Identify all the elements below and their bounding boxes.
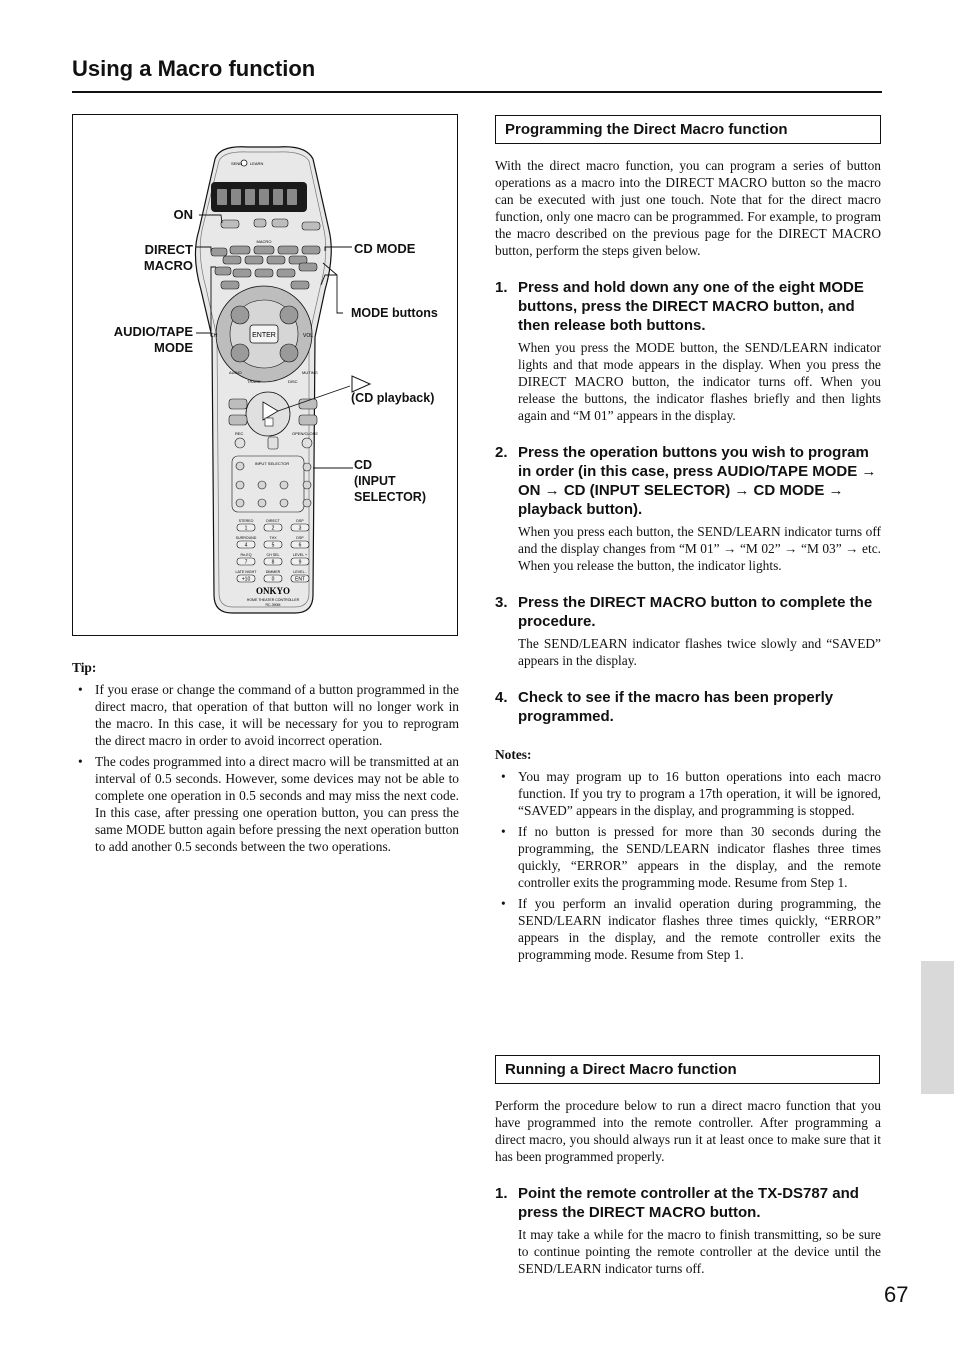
programming-step-1 xyxy=(495,278,881,424)
programming-intro: With the direct macro function, you can program a series of button operations as a macro into the DIRECT MACRO button so the macro can be executed with just one touch. Note that for the direct macro function, only one macro can be programmed. For example, to program the macro described on the previous page for the DIRECT MACRO button, perform the steps given below. xyxy=(495,158,881,258)
step-title: Press and hold down any one of the eight MODE buttons, press the DIRECT MACRO button, and then release both buttons. xyxy=(518,279,864,334)
keypad-function-label: THX xyxy=(269,536,277,540)
keypad-function-label: DIMMER xyxy=(265,570,281,574)
keypad-function-label: LEVEL - xyxy=(293,570,307,574)
keypad-function-label: SURROUND xyxy=(235,536,257,540)
callout-cd-line1: CD xyxy=(354,458,373,472)
callout-mode-buttons: MODE buttons xyxy=(351,306,438,320)
keypad-function-label: LATE NIGHT xyxy=(235,570,257,574)
remote-model: RC-390M xyxy=(265,603,281,607)
notes-list xyxy=(495,768,881,963)
step-number: 1. xyxy=(495,1185,508,1202)
step-body: When you press each button, the SEND/LEARN indicator turns off and the display changes from “M 01” → “M 02” → “M 03” → etc. When you release the button, the indicator lights. xyxy=(518,524,881,573)
callout-audio-tape-mode xyxy=(114,324,193,356)
tip-list xyxy=(72,681,459,855)
callout-cd-line2: (INPUT xyxy=(354,474,396,488)
vol-label: VOL xyxy=(303,333,314,339)
notes-title: Notes: xyxy=(495,747,532,762)
step-body: It may take a while for the macro to finish transmitting, so be sure to continue pointing the remote controller at the device until the SEND/LEARN indicator turns off. xyxy=(518,1227,881,1276)
keypad-key-label: 4 xyxy=(244,542,248,549)
programming-step-2 xyxy=(495,443,881,574)
keypad-key-label: 5 xyxy=(271,542,275,549)
keypad-key-label: 6 xyxy=(298,542,302,549)
running-section xyxy=(495,1097,881,1277)
note-item: • If you perform an invalid operation during programming, the SEND/LEARN indicator flashes three times quickly, “ERROR” appears in the display, and the remote controller exits the programming mode. Resume from Step 1. xyxy=(495,895,881,963)
keypad-function-label: DIRECT xyxy=(266,519,280,523)
tip-title: Tip: xyxy=(72,660,97,675)
running-heading: Running a Direct Macro function xyxy=(495,1055,880,1084)
callout-cd-mode: CD MODE xyxy=(354,241,416,256)
keypad-key-label: 9 xyxy=(298,559,302,566)
keypad-function-label: DSP xyxy=(296,519,304,523)
input-selector-label: INPUT SELECTOR xyxy=(254,461,290,466)
title-rule xyxy=(72,91,882,93)
remote-caption: HOME THEATER CONTROLLER xyxy=(246,598,300,602)
keypad-function-label: DSP xyxy=(296,536,304,540)
rec-label: REC xyxy=(235,431,244,436)
tip-section xyxy=(72,660,459,859)
callout-audio-tape-line1: AUDIO/TAPE xyxy=(113,324,193,339)
keypad-function-label: CH SEL xyxy=(266,553,280,557)
callout-direct-macro-line2: MACRO xyxy=(143,258,193,273)
muting-label: MUTING xyxy=(302,370,318,375)
running-step-1 xyxy=(495,1184,881,1277)
keypad-key-label: 1 xyxy=(244,525,248,532)
brand-logo: ONKYO xyxy=(255,586,291,596)
keypad-key-label: 0 xyxy=(271,576,275,583)
note-item: • You may program up to 16 button operations into each macro function. If you try to program a 17th operation, it will be ignored, “SAVED” appears in the display, and programming is stopped. xyxy=(495,768,881,819)
programming-step-3 xyxy=(495,593,881,669)
step-number: 2. xyxy=(495,444,508,461)
step-body: The SEND/LEARN indicator flashes twice slowly and “SAVED” appears in the display. xyxy=(518,636,881,668)
keypad-function-label: Re-EQ xyxy=(240,553,252,557)
ch-label: CH xyxy=(210,333,218,339)
step-body: When you press the MODE button, the SEND/LEARN indicator lights and that mode appears in the display. When you press the DIRECT MACRO button, the indicator turns off. When you release the buttons, the indicator flashes briefly and then lights again and “M 01” appears in the display. xyxy=(518,340,881,423)
step-number: 4. xyxy=(495,689,508,706)
keypad-key-label: 3 xyxy=(298,525,302,532)
remote-illustration xyxy=(73,115,459,637)
disc-label: DISC xyxy=(288,379,298,384)
callout-cd-playback: (CD playback) xyxy=(351,391,435,405)
tip-item: • If you erase or change the command of a button programmed in the direct macro, that operation of that button will no longer work in the macro. In this case, it will be necessary for you to reprogram the direct macro in order to avoid incorrect operation. xyxy=(72,681,459,749)
callout-direct-macro xyxy=(144,242,193,274)
track-label: TRACK xyxy=(247,379,261,384)
keypad-key-label: 8 xyxy=(271,559,275,566)
step-number: 1. xyxy=(495,279,508,296)
open-close-label: OPEN/CLOSE xyxy=(292,431,319,436)
svg-text:LEARN: LEARN xyxy=(250,161,264,166)
callout-direct-macro-line1: DIRECT xyxy=(144,242,193,257)
step-title: Point the remote controller at the TX-DS787 and press the DIRECT MACRO button. xyxy=(518,1185,859,1221)
running-intro: Perform the procedure below to run a direct macro function that you have programmed into the remote controller. After programming a direct macro, you should always run it at least once to make sure that it has been programmed properly. xyxy=(495,1098,881,1164)
step-title: Press the operation buttons you wish to program in order (in this case, press AUDIO/TAPE MODE → ON → CD (INPUT SELECTOR) → CD MODE → playback button). xyxy=(518,444,877,518)
callout-on: ON xyxy=(173,207,193,222)
tip-item: • The codes programmed into a direct macro will be transmitted at an interval of 0.5 seconds. However, some devices may not be able to complete one operation in 0.5 seconds and may miss the next code. In this case, after pressing one operation button, you can press the same MODE button again before pressing the next operation button to add another 0.5 seconds between the two operations. xyxy=(72,753,459,855)
note-item: • If no button is pressed for more than 30 seconds during the programming, the SEND/LEARN indicator flashes three times quickly, “ERROR” appears in the display, and the remote controller exits the programming mode. Resume from Step 1. xyxy=(495,823,881,891)
programming-section xyxy=(495,157,881,967)
keypad-function-label: LEVEL + xyxy=(292,553,308,557)
step-title: Check to see if the macro has been properly programmed. xyxy=(518,689,834,725)
enter-key-label: ENTER xyxy=(252,332,276,339)
programming-heading: Programming the Direct Macro function xyxy=(495,115,881,144)
callout-cd-input-selector xyxy=(354,457,426,505)
keypad-key-label: 7 xyxy=(244,559,248,566)
keypad-key-label: ENT xyxy=(295,576,305,583)
svg-text:SEND: SEND xyxy=(231,161,243,166)
svg-text:MACRO: MACRO xyxy=(256,239,272,244)
remote-figure xyxy=(72,114,458,636)
side-tab xyxy=(921,961,954,1094)
callout-cd-line3: SELECTOR) xyxy=(354,490,426,504)
step-number: 3. xyxy=(495,594,508,611)
step-title: Press the DIRECT MACRO button to complete the procedure. xyxy=(518,594,873,630)
keypad-function-label: STEREO xyxy=(238,519,254,523)
keypad-key-label: +10 xyxy=(241,576,251,583)
page-title: Using a Macro function xyxy=(72,56,316,81)
programming-step-4 xyxy=(495,688,881,726)
page-number: 67 xyxy=(884,1282,909,1307)
callout-audio-tape-line2: MODE xyxy=(154,340,193,355)
keypad-key-label: 2 xyxy=(271,525,275,532)
audio-label: AUDIO xyxy=(229,370,242,375)
